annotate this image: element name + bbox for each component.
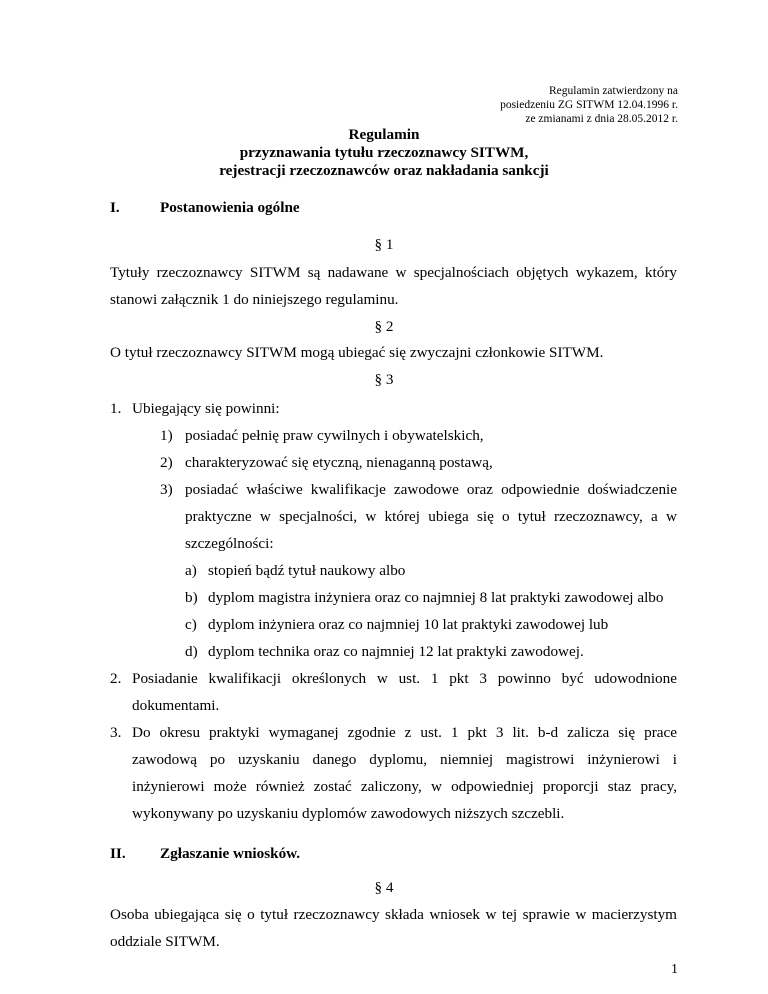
paragraph-2-text: O tytuł rzeczoznawcy SITWM mogą ubiegać się zwyczajni członkowie SITWM. <box>110 344 604 361</box>
subitem-3-line2: praktyczne w specjalności, w której ubiega się o tytuł rzeczoznawcy, a w <box>185 508 677 525</box>
paragraph-4-line1: Osoba ubiegająca się o tytuł rzeczoznawcy składa wniosek w tej sprawie w macierzystym <box>110 906 677 923</box>
item-1-number: 1. <box>110 400 122 417</box>
page-number: 1 <box>671 962 678 977</box>
subitem-3-line3: szczególności: <box>185 535 274 552</box>
item-3-line4: wykonywany po uzyskaniu dyplomów zawodowych niższych szczebli. <box>132 805 565 822</box>
section1-number: I. <box>110 199 120 216</box>
item-3-line1: Do okresu praktyki wymaganej zgodnie z ust. 1 pkt 3 lit. b-d zalicza się prace <box>132 724 677 741</box>
item-2-line1: Posiadanie kwalifikacji określonych w ust. 1 pkt 3 powinno być udowodnione <box>132 670 677 687</box>
letter-b-marker: b) <box>185 589 198 606</box>
item-3-line3: inżynierowi może również zostać zaliczony, w odpowiedniej proporcji staz pracy, <box>132 778 677 795</box>
paragraph-1-mark: § 1 <box>374 236 394 253</box>
letter-b-text: dyplom magistra inżyniera oraz co najmniej 8 lat praktyki zawodowej albo <box>208 589 664 606</box>
header-note-line2: posiedzeniu ZG SITWM 12.04.1996 r. <box>500 99 678 111</box>
header-note-line1: Regulamin zatwierdzony na <box>548 85 678 97</box>
subitem-1-number: 1) <box>160 427 173 444</box>
subitem-1-text: posiadać pełnię praw cywilnych i obywatelskich, <box>185 427 484 444</box>
subitem-2-number: 2) <box>160 454 173 471</box>
letter-c-marker: c) <box>185 616 197 633</box>
item-2-line2: dokumentami. <box>132 697 220 714</box>
paragraph-3-mark: § 3 <box>374 371 394 388</box>
letter-d-text: dyplom technika oraz co najmniej 12 lat praktyki zawodowej. <box>208 643 584 660</box>
item-3-number: 3. <box>110 724 122 741</box>
section2-heading: Zgłaszanie wniosków. <box>160 845 301 862</box>
paragraph-2-mark: § 2 <box>374 318 394 335</box>
item-3-line2: zawodową po uzyskaniu danego dyplomu, niemniej magistrowi inżynierowi i <box>132 751 677 768</box>
subitem-3-line1: posiadać właściwe kwalifikacje zawodowe oraz odpowiednie doświadczenie <box>185 481 677 498</box>
paragraph-4-mark: § 4 <box>374 879 394 896</box>
document-title-line3: rejestracji rzeczoznawców oraz nakładania sankcji <box>219 162 549 179</box>
header-note-line3: ze zmianami z dnia 28.05.2012 r. <box>525 113 678 125</box>
section2-number: II. <box>110 845 126 862</box>
paragraph-1-line1: Tytuły rzeczoznawcy SITWM są nadawane w specjalnościach objętych wykazem, który <box>110 264 677 281</box>
document-title-line2: przyznawania tytułu rzeczoznawcy SITWM, <box>239 144 529 161</box>
document-title-line1: Regulamin <box>348 126 420 143</box>
paragraph-4-line2: oddziale SITWM. <box>110 933 220 950</box>
letter-a-marker: a) <box>185 562 197 579</box>
letter-a-text: stopień bądź tytuł naukowy albo <box>208 562 406 579</box>
subitem-2-text: charakteryzować się etyczną, nienaganną postawą, <box>185 454 493 471</box>
letter-d-marker: d) <box>185 643 198 660</box>
item-2-number: 2. <box>110 670 122 687</box>
section1-heading: Postanowienia ogólne <box>160 199 300 216</box>
letter-c-text: dyplom inżyniera oraz co najmniej 10 lat praktyki zawodowej lub <box>208 616 609 633</box>
paragraph-1-line2: stanowi załącznik 1 do niniejszego regulaminu. <box>110 291 399 308</box>
item-1-text: Ubiegający się powinni: <box>132 400 280 417</box>
subitem-3-number: 3) <box>160 481 173 498</box>
